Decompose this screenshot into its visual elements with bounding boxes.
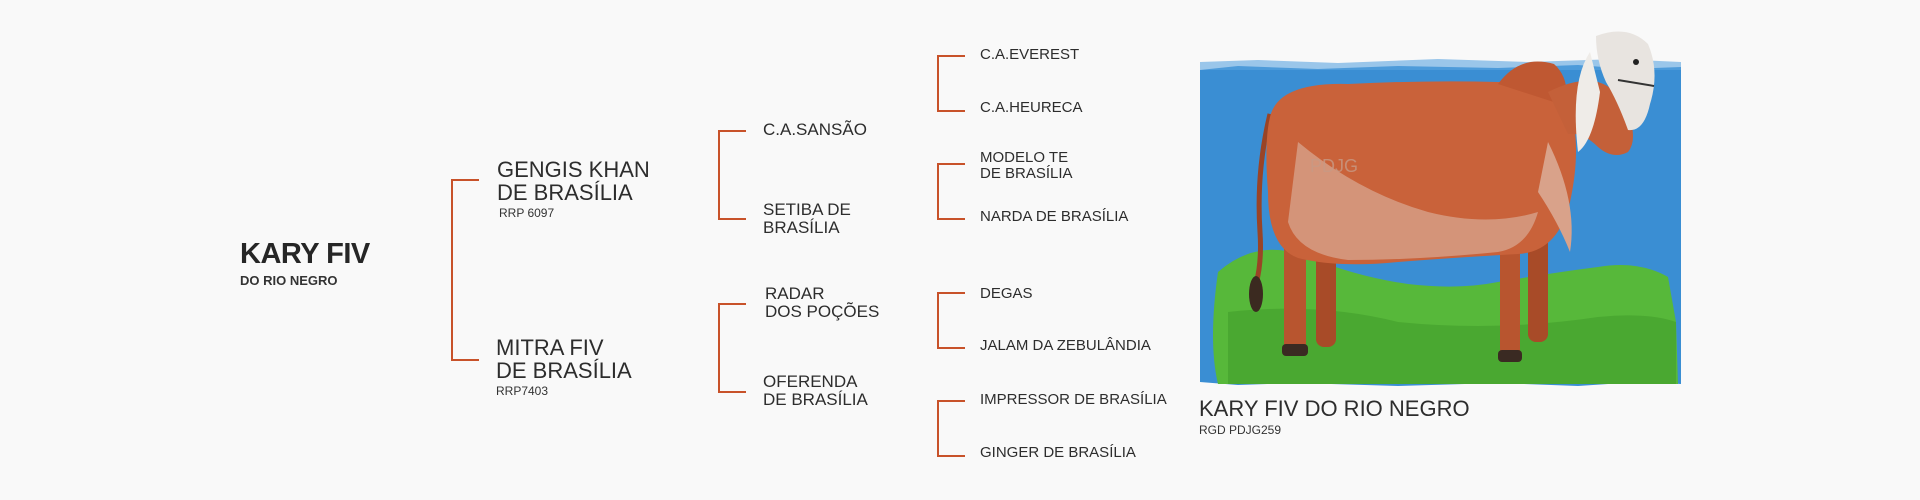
photo-caption-registration: RGD PDJG259 [1199,423,1282,437]
great-grandparent-8: GINGER DE BRASÍLIA [980,444,1136,461]
sire-name: GENGIS KHAN DE BRASÍLIA [497,157,650,205]
main-animal-name: KARY FIV [240,238,370,270]
grandparent-1: C.A.SANSÃO [763,120,867,139]
great-grandparent-1: C.A.EVEREST [980,46,1080,63]
cow-photo [1198,22,1681,388]
hoof [1282,344,1308,356]
main-animal-subtitle: DO RIO NEGRO [240,273,338,288]
gp3-bracket [937,292,965,349]
dam [496,336,632,398]
dam-parents-bracket [718,303,746,393]
grandparent-2: SETIBA DE BRASÍLIA [763,200,851,237]
parents-bracket [451,179,479,361]
grandparent-4: OFERENDA DE BRASÍLIA [763,372,868,409]
sire-registration: RRP 6097 [499,206,555,220]
sire [497,158,650,220]
great-grandparent-5: DEGAS [980,285,1033,302]
great-grandparent-6: JALAM DA ZEBULÂNDIA [980,337,1151,354]
gp1-bracket [937,55,965,112]
tail-tuft [1249,276,1263,312]
great-grandparent-3: MODELO TE DE BRASÍLIA [980,149,1073,182]
dam-registration: RRP7403 [496,384,549,398]
sire-parents-bracket [718,130,746,220]
photo-caption-name: KARY FIV DO RIO NEGRO [1199,396,1470,421]
great-grandparent-2: C.A.HEURECA [980,99,1083,116]
great-grandparent-7: IMPRESSOR DE BRASÍLIA [980,391,1167,408]
brand-mark: PDJG [1310,156,1359,176]
main-animal [240,238,370,288]
cow-eye [1633,59,1639,65]
gp2-bracket [937,163,965,220]
dam-name: MITRA FIV DE BRASÍLIA [496,335,632,383]
grandparent-3: RADAR DOS POÇÕES [765,284,880,321]
photo-caption [1199,396,1470,437]
great-grandparent-4: NARDA DE BRASÍLIA [980,208,1129,225]
gp4-bracket [937,400,965,457]
hoof [1498,350,1522,362]
